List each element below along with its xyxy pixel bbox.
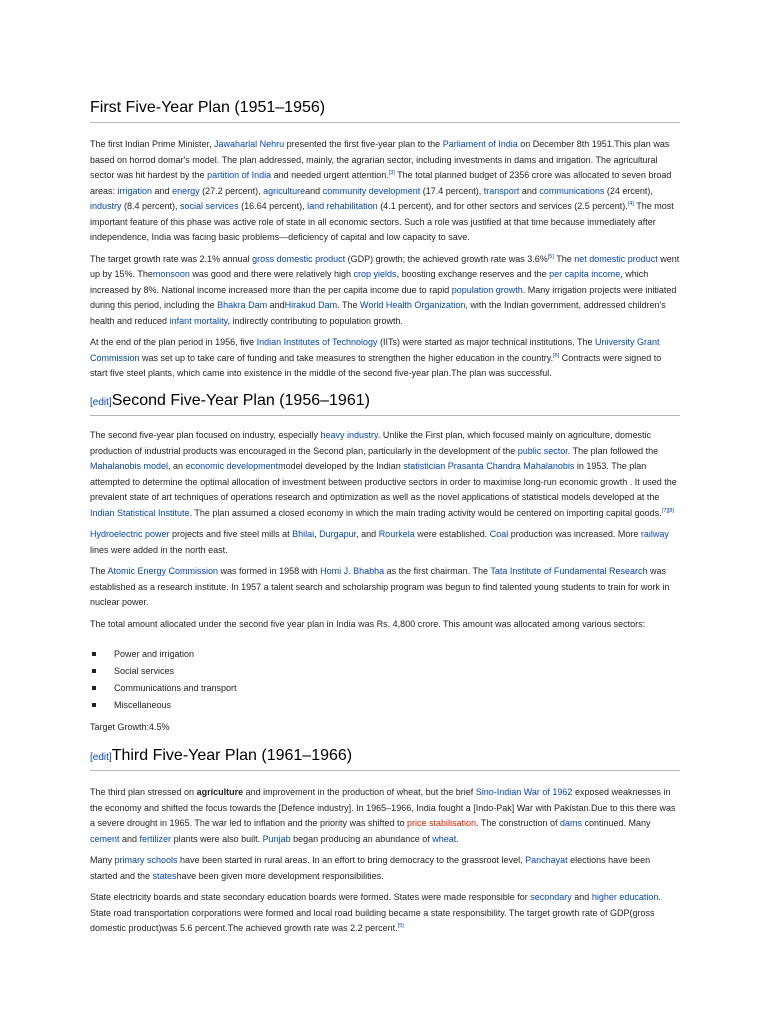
text-run: (8.4 percent), (121, 201, 181, 212)
bullet-icon (92, 652, 96, 656)
edit-link[interactable]: [edit] (90, 752, 112, 763)
bullet-icon (92, 669, 96, 673)
text-run: , which increased by 8%. National income increased more than the per capita income due to rapid (90, 269, 649, 295)
text-run: went up by 15%. The (90, 253, 680, 280)
wiki-link[interactable]: Prasanta Chandra Mahalanobis (447, 461, 575, 472)
wiki-link[interactable]: transport (483, 185, 520, 196)
wiki-link[interactable]: Punjab (262, 833, 291, 844)
text-run: , (314, 529, 320, 540)
text-run: was formed in 1958 with (218, 566, 321, 577)
text-run: and needed urgent attention. (271, 170, 389, 181)
heading-text: Second Five-Year Plan (1956–1961) (111, 392, 370, 409)
text-run: and (519, 185, 540, 196)
wiki-link[interactable]: states (152, 870, 177, 881)
text-run: (IITs) were started as major technical institutions. The (377, 337, 595, 348)
wiki-link[interactable]: wheat (432, 833, 457, 844)
wiki-link[interactable]: industry (90, 201, 122, 212)
wiki-link[interactable]: dams (559, 818, 582, 829)
list-item (90, 680, 680, 697)
text-run: (GDP) growth; the achieved growth rate was 3.6% (345, 253, 548, 264)
text-run: . The plan followed the (567, 445, 659, 456)
text-run: as the first chairman. The (384, 566, 491, 577)
section-third-plan (90, 740, 680, 943)
wiki-link[interactable]: statistician (403, 461, 446, 472)
heading-text: Third Five-Year Plan (1961–1966) (111, 747, 353, 764)
text-run: have been started in rural areas. In an effort to bring democracy to the grassroot level, (177, 855, 526, 866)
wiki-link[interactable]: Indian Statistical Institute (90, 507, 190, 518)
wiki-link[interactable]: Mahalanobis model (90, 461, 169, 472)
heading-text: First Five-Year Plan (1951–1956) (90, 99, 326, 116)
citation-link[interactable]: [7][8] (661, 507, 674, 514)
text-run: and improvement in the production of wheat, but the brief (243, 787, 476, 798)
paragraph (90, 564, 680, 611)
list-item (90, 646, 680, 663)
wiki-link[interactable]: secondary (530, 892, 572, 903)
wiki-link[interactable]: irrigation (117, 185, 153, 196)
section-heading (90, 92, 680, 123)
bullet-icon (92, 686, 96, 690)
text-run: lines were added in the north east. (90, 544, 228, 555)
text-run: and (305, 185, 323, 196)
text-run: (16.64 percent), (238, 201, 308, 212)
wiki-link[interactable]: Indian Institutes of Technology (256, 337, 378, 348)
text-run: (4.1 percent), and for other sectors and services (2.5 percent). (377, 201, 628, 212)
text-run: The total amount allocated under the second five year plan in India was Rs. 4,800 crore. This amount was allocated among various sectors: (90, 618, 646, 629)
citation-link[interactable]: [5] (397, 923, 404, 930)
wiki-link[interactable]: Rourkela (378, 529, 415, 540)
text-run: production was increased. More (508, 529, 641, 540)
wiki-link[interactable]: gross domestic product (252, 253, 346, 264)
text-run: . The construction of (476, 818, 560, 829)
sector-list (90, 646, 680, 714)
wiki-link[interactable]: crop yields (353, 269, 397, 280)
wiki-link[interactable]: communications (539, 185, 605, 196)
wiki-link[interactable]: Bhakra Dam (217, 300, 268, 311)
wiki-link[interactable]: primary schools (114, 855, 178, 866)
text-run: The most important feature of this phase was active role of state in all economic sectors. Such a role was justified at that time because immediately after independence, India was facing basic problems—deficiency of capital and low capacity to save. (90, 201, 674, 243)
section-heading (90, 385, 680, 416)
wiki-link[interactable]: community development (322, 185, 421, 196)
text-run: was set up to take care of funding and take measures to strengthen the higher education in the country. (139, 352, 554, 363)
list-item (90, 697, 680, 714)
text-run: The third plan stressed on (90, 787, 197, 798)
text-run: . State road transportation corporations were formed and local road building became a state responsibility. The target growth rate of GDP(gross domestic product)was 5.6 percent.The achieved growth rate was 2.2 percent. (90, 892, 661, 934)
citation-link[interactable]: [3] (388, 170, 395, 177)
list-item-text: Power and irrigation (114, 649, 195, 660)
text-run: (24 ercent), (604, 185, 653, 196)
text-run: , indirectly contributing to population growth. (227, 315, 404, 326)
paragraph (90, 137, 680, 246)
text-run: in 1953. The plan attempted to determine the optimal allocation of investment between productive sectors in order to maximise long-run economic growth . It used the prevalent state of art techniques of operations research and optimization as well as the novel applications of statistical models developed at the (90, 461, 677, 503)
text-run: were established. (414, 529, 490, 540)
text-run: plants were also built. (171, 833, 263, 844)
wiki-link[interactable]: Durgapur (319, 529, 357, 540)
wiki-link[interactable]: Panchayat (525, 855, 568, 866)
text-run: State electricity boards and state secondary education boards were formed. States were made responsible for (90, 892, 531, 903)
text-run: The (90, 566, 108, 577)
section-first-plan (90, 92, 680, 388)
wiki-link[interactable]: monsoon (152, 269, 190, 280)
edit-link[interactable]: [edit] (90, 397, 112, 408)
paragraph (90, 428, 680, 521)
paragraph (90, 853, 680, 884)
wiki-link[interactable]: Atomic Energy Commission (107, 566, 219, 577)
text-run: on December 8th 1951.This plan was based on horrod domar's model. The plan addressed, mainly, the agrarian sector, including investments in dams and irrigation. The agricultural sector was hit hardest by the (90, 139, 670, 181)
wiki-link[interactable]: University Grant Commission (90, 337, 660, 363)
text-run: (27.2 percent), (199, 185, 264, 196)
text-run: elections have been started and the (90, 855, 651, 881)
bullet-icon (92, 703, 96, 707)
text-run: , boosting exchange reserves and the (396, 269, 550, 280)
text-run: was good and there were relatively high (189, 269, 354, 280)
target-growth: Target Growth:4.5% (90, 722, 170, 733)
wiki-link[interactable]: higher education (591, 892, 659, 903)
missing-page-link[interactable]: price stabilisation (407, 818, 477, 829)
text-run: The (553, 253, 575, 264)
paragraph (90, 527, 680, 558)
wiki-link[interactable]: Hirakud Dam (284, 300, 338, 311)
text-run: . Unlike the First plan, which focused mainly on agriculture, domestic production of industrial products was encouraged in the Second plan, particularly in the development of the (90, 430, 651, 456)
wiki-link[interactable]: World Health Organization (360, 300, 466, 311)
wiki-link[interactable]: social services (180, 201, 239, 212)
citation-link[interactable]: [5] (547, 253, 554, 260)
text-run: Many (90, 855, 115, 866)
wiki-link[interactable]: Tata Institute of Fundamental Research (490, 566, 648, 577)
list-item (90, 663, 680, 680)
paragraph (90, 617, 680, 633)
section-second-plan (90, 385, 680, 742)
wiki-link[interactable]: heavy industry (320, 430, 378, 441)
text-run: continued. Many (581, 818, 651, 829)
text-run: , an (168, 461, 186, 472)
text-run: . The plan assumed a closed economy in which the main trading activity would be centered on importing capital goods. (189, 507, 662, 518)
wiki-link[interactable]: fertilizer (139, 833, 172, 844)
list-item-text: Miscellaneous (114, 700, 172, 711)
wiki-link[interactable]: population growth (451, 284, 523, 295)
wiki-link[interactable]: Hydroelectric power (90, 529, 170, 540)
text-run: presented the first five-year plan to the (284, 139, 443, 150)
paragraph (90, 890, 680, 937)
wiki-link[interactable]: Jawaharlal Nehru (214, 139, 285, 150)
text-run: The target growth rate was 2.1% annual (90, 253, 253, 264)
wiki-link[interactable]: land rehabilitation (307, 201, 378, 212)
paragraph (90, 335, 680, 382)
text-run: began producing an abundance of (290, 833, 433, 844)
text-run: The first Indian Prime Minister, (90, 139, 215, 150)
text-run: The second five-year plan focused on industry, especially (90, 430, 321, 441)
wiki-link[interactable]: infant mortality (169, 315, 228, 326)
citation-link[interactable]: [6] (553, 352, 560, 359)
wiki-link[interactable]: agriculture (263, 185, 306, 196)
text-run: was established as a research institute. In 1957 a talent search and scholarship program was begun to find talented young students to train for work in nuclear power. (90, 566, 670, 608)
section-heading (90, 740, 680, 771)
paragraph (90, 252, 680, 330)
wiki-link[interactable]: net domestic product (574, 253, 658, 264)
text-run: (17.4 percent), (420, 185, 484, 196)
wiki-link[interactable]: Bhilai (292, 529, 315, 540)
text-run: . The (337, 300, 361, 311)
paragraph (90, 785, 680, 847)
wiki-link[interactable]: economic development (185, 461, 279, 472)
text-run: , and (356, 529, 379, 540)
text-run: Contracts were signed to start five steel plants, which came into existence in the middle of the second five-year plan.The plan was successful. (90, 352, 662, 379)
wiki-link[interactable]: energy (172, 185, 200, 196)
text-run: have been given more development responsibilities. (176, 870, 384, 881)
text-run: model developed by the Indian (278, 461, 404, 472)
text-run: . Many irrigation projects were initiated during this period, including the (90, 284, 677, 311)
text-run: The total planned budget of 2356 crore was allocated to seven broad areas: (90, 170, 672, 196)
text-run: , with the Indian government, addressed children's health and reduced (90, 300, 666, 326)
text-run: and (119, 833, 140, 844)
wiki-link[interactable]: public sector (517, 445, 568, 456)
text-run: At the end of the plan period in 1956, five (90, 337, 257, 348)
list-item-text: Communications and transport (114, 683, 237, 694)
text-run: and (152, 185, 173, 196)
citation-link[interactable]: [4] (627, 201, 634, 208)
wiki-link[interactable]: Homi J. Bhabha (320, 566, 385, 577)
wiki-link[interactable]: cement (90, 833, 120, 844)
list-item-text: Social services (114, 666, 175, 677)
wiki-link[interactable]: Parliament of India (442, 139, 518, 150)
wiki-link[interactable]: railway (640, 529, 669, 540)
text-run: and (267, 300, 285, 311)
wiki-link[interactable]: Coal (489, 529, 509, 540)
wiki-link[interactable]: Sino-Indian War of 1962 (475, 787, 573, 798)
text-run: projects and five steel mills at (169, 529, 293, 540)
text-run: . (456, 833, 459, 844)
wiki-link[interactable]: per capita income (549, 269, 621, 280)
wiki-link[interactable]: partition of India (207, 170, 272, 181)
text-run: and (571, 892, 592, 903)
bold-text: agriculture (196, 787, 244, 798)
text-run: exposed weaknesses in the economy and shifted the focus towards the [Defence industry]. In 1965–1966, India fought a [Indo-Pak] War with Pakistan.Due to this there was a severe drought in 1965. The war led to inflation and the priority was shifted to (90, 787, 676, 829)
